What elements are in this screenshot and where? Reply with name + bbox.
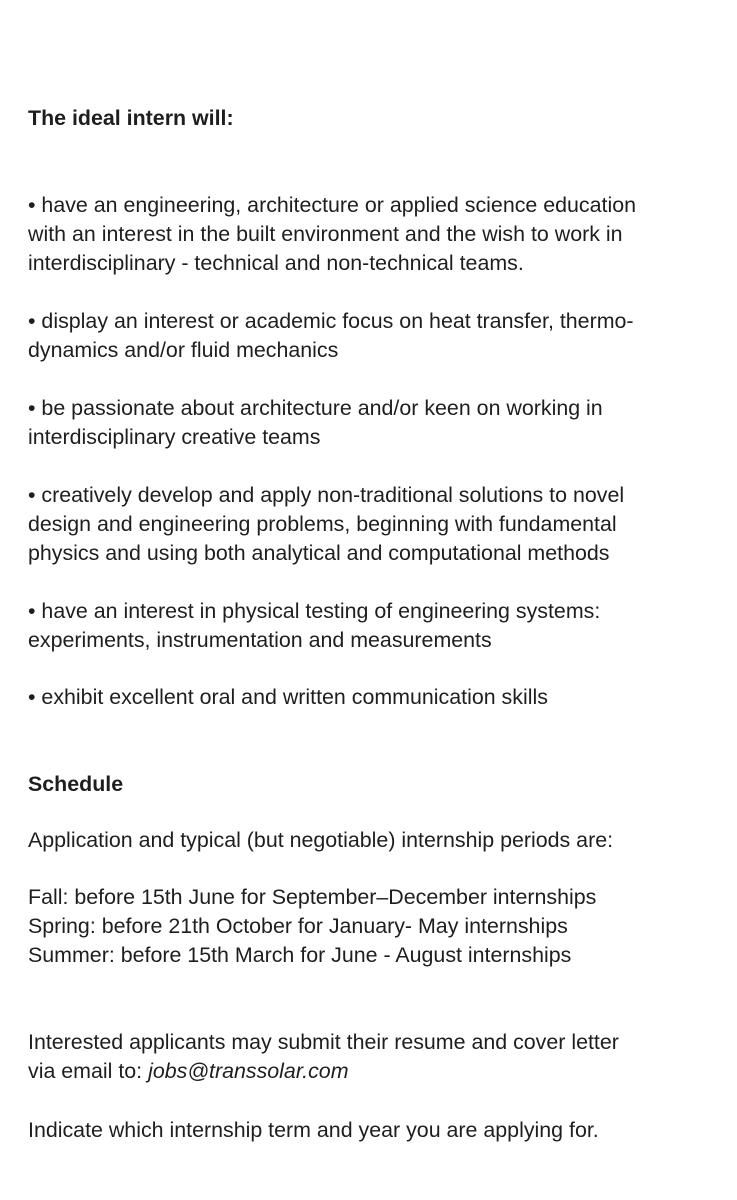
bullet-line: • be passionate about architecture and/or keen on working in bbox=[28, 396, 603, 420]
bullet-line: • creatively develop and apply non-traditional solutions to novel bbox=[28, 483, 625, 507]
schedule-intro: Application and typical (but negotiable) internship periods are: bbox=[28, 828, 614, 852]
period-spring: Spring: before 21th October for January- May internships bbox=[28, 914, 568, 938]
email-address: jobs@transsolar.com bbox=[148, 1059, 349, 1083]
requirement-bullet bbox=[28, 481, 624, 568]
bullet-line: dynamics and/or fluid mechanics bbox=[28, 338, 339, 362]
bullet-line: • display an interest or academic focus on heat transfer, thermo- bbox=[28, 309, 634, 333]
internship-periods bbox=[28, 883, 596, 970]
period-fall: Fall: before 15th June for September–December internships bbox=[28, 885, 597, 909]
period-summer: Summer: before 15th March for June - August internships bbox=[28, 943, 572, 967]
requirement-bullet bbox=[28, 597, 600, 655]
ideal-intern-heading: The ideal intern will: bbox=[28, 106, 234, 130]
bullet-line: interdisciplinary creative teams bbox=[28, 425, 321, 449]
bullet-line: with an interest in the built environment and the wish to work in bbox=[28, 222, 623, 246]
requirement-bullet bbox=[28, 683, 548, 712]
bullet-line: interdisciplinary - technical and non-technical teams. bbox=[28, 251, 524, 275]
requirement-bullet bbox=[28, 394, 603, 452]
bullet-line: • have an interest in physical testing of engineering systems: bbox=[28, 599, 601, 623]
application-email-line bbox=[28, 1057, 619, 1086]
application-instructions bbox=[28, 1028, 619, 1086]
schedule-heading: Schedule bbox=[28, 772, 124, 796]
bullet-line: • exhibit excellent oral and written communication skills bbox=[28, 685, 548, 709]
bullet-line: experiments, instrumentation and measurements bbox=[28, 628, 492, 652]
bullet-line: design and engineering problems, beginning with fundamental bbox=[28, 512, 617, 536]
application-line: Interested applicants may submit their resume and cover letter bbox=[28, 1030, 619, 1054]
email-prefix: via email to: bbox=[28, 1059, 149, 1083]
requirement-bullet bbox=[28, 191, 636, 278]
bullet-line: physics and using both analytical and computational methods bbox=[28, 541, 610, 565]
term-note: Indicate which internship term and year you are applying for. bbox=[28, 1118, 599, 1142]
bullet-line: • have an engineering, architecture or applied science education bbox=[28, 193, 637, 217]
requirement-bullet bbox=[28, 307, 634, 365]
